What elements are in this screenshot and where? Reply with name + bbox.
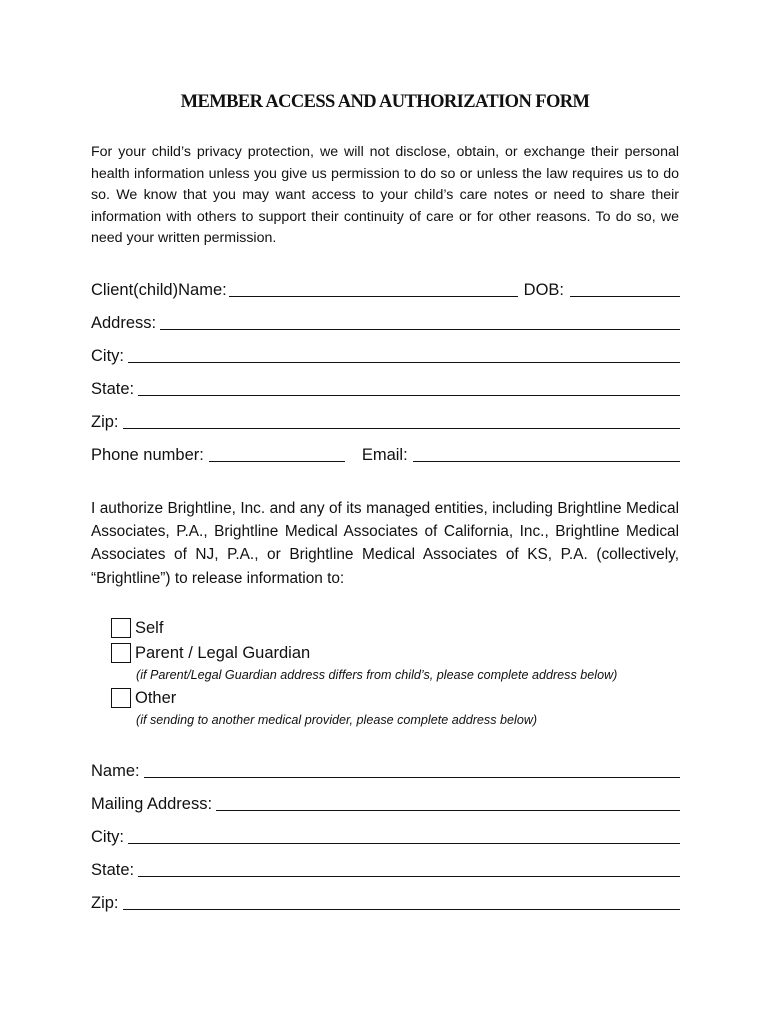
recipient-name-label: Name:	[91, 762, 140, 780]
other-checkbox[interactable]	[111, 688, 131, 708]
client-name-label: Client(child)Name:	[91, 281, 227, 299]
parent-guardian-checkbox[interactable]	[111, 643, 131, 663]
option-self[interactable]	[111, 616, 163, 640]
recipient-city-row	[91, 823, 680, 847]
recipient-city-label: City:	[91, 828, 124, 846]
recipient-state-field[interactable]	[138, 859, 680, 877]
mailing-address-row	[91, 790, 680, 814]
client-zip-field[interactable]	[123, 411, 680, 429]
phone-email-row	[91, 441, 680, 465]
recipient-state-label: State:	[91, 861, 135, 879]
client-city-row	[91, 342, 680, 366]
phone-field[interactable]	[209, 444, 345, 462]
client-state-field[interactable]	[138, 378, 680, 396]
authorization-paragraph: I authorize Brightline, Inc. and any of its managed entities, including Brightline Medical Associates, P.A., Brightline Medical Associates of California, Inc., Brightline Medical Associates of NJ, P.A., or Brightline Medical Associates of KS, P.A. (collectively, “Brightline”) to release information to:	[91, 500, 679, 587]
client-name-field[interactable]	[229, 279, 518, 297]
recipient-zip-row	[91, 889, 680, 913]
client-zip-row	[91, 408, 680, 432]
client-address-row	[91, 309, 680, 333]
client-state-label: State:	[91, 380, 135, 398]
phone-label: Phone number:	[91, 446, 204, 464]
option-parent-guardian[interactable]	[111, 641, 310, 665]
client-zip-label: Zip:	[91, 413, 119, 431]
client-state-row	[91, 375, 680, 399]
mailing-address-field[interactable]	[216, 793, 680, 811]
recipient-city-field[interactable]	[128, 826, 680, 844]
other-note: (if sending to another medical provider, please complete address below)	[136, 713, 538, 727]
recipient-state-row	[91, 856, 680, 880]
recipient-name-field[interactable]	[144, 760, 680, 778]
client-name-row	[91, 276, 680, 300]
recipient-zip-label: Zip:	[91, 894, 119, 912]
email-field[interactable]	[413, 444, 680, 462]
option-other[interactable]	[111, 686, 176, 710]
client-address-field[interactable]	[160, 312, 680, 330]
intro-paragraph: For your child’s privacy protection, we will not disclose, obtain, or exchange their personal health information unless you give us permission to do so or unless the law requires us to do so. We know that you may want access to your child’s care notes or need to share their information with others to support their continuity of care or for other reasons. To do so, we need your written permission.	[91, 144, 679, 247]
email-label: Email:	[361, 446, 408, 464]
dob-label: DOB:	[523, 281, 564, 299]
client-city-field[interactable]	[128, 345, 680, 363]
recipient-name-row	[91, 757, 680, 781]
self-checkbox[interactable]	[111, 618, 131, 638]
self-label: Self	[135, 618, 164, 637]
other-label: Other	[135, 688, 177, 707]
form-title: MEMBER ACCESS AND AUTHORIZATION FORM	[180, 92, 590, 112]
dob-field[interactable]	[570, 279, 680, 297]
client-city-label: City:	[91, 347, 124, 365]
mailing-address-label: Mailing Address:	[91, 795, 213, 813]
recipient-zip-field[interactable]	[123, 892, 680, 910]
parent-guardian-label: Parent / Legal Guardian	[135, 643, 311, 662]
client-address-label: Address:	[91, 314, 157, 332]
parent-guardian-note: (if Parent/Legal Guardian address differs from child’s, please complete address below)	[136, 668, 618, 682]
